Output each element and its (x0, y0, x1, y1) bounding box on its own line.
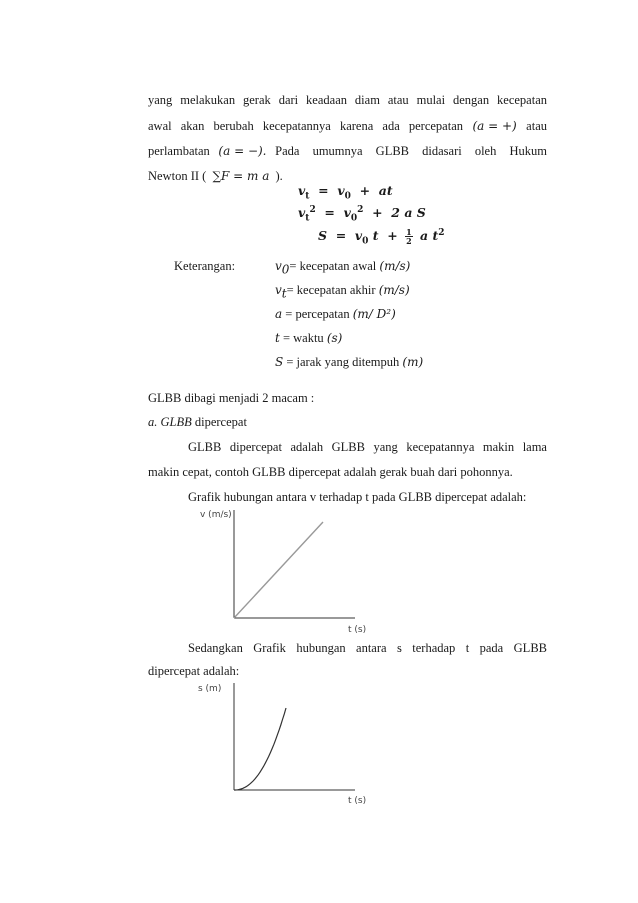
unit: (m/ D²) (352, 307, 396, 321)
unit: (m) (402, 355, 424, 369)
graph-s-t-ylabel: s (m) (198, 684, 222, 694)
intro-line-2-end: atau (526, 119, 547, 133)
symbol: a (275, 307, 283, 321)
section-heading: GLBB dibagi menjadi 2 macam : (148, 391, 315, 405)
para2-line-1: Sedangkan Grafik hubungan antara s terhadap t pada GLBB (188, 641, 547, 655)
graph-v-t (190, 500, 390, 640)
intro-line-2-text: awal akan berubah kecepatannya karena ada percepatan (148, 119, 463, 133)
fraction-numerator: 1 (406, 227, 412, 238)
para1-line-1: GLBB dipercepat adalah GLBB yang kecepatannya makin lama (188, 440, 547, 454)
keterangan-item-s (275, 354, 423, 370)
equation-1: $v_t = v_0$ + at (298, 183, 393, 202)
intro-line-2 (148, 118, 547, 134)
fraction-denominator: 2 (406, 236, 412, 247)
unit: (s) (326, 331, 343, 345)
symbol: t (275, 331, 280, 345)
intro-line-3-math: (a = −). (218, 144, 267, 158)
symbol: S (275, 355, 284, 369)
graph-s-t-xlabel: t (s) (348, 796, 367, 806)
intro-line-4-end: ). (275, 169, 283, 183)
desc: = kecepatan awal (289, 259, 377, 273)
intro-line-3-end: Pada umumnya GLBB didasari oleh Hukum (275, 144, 547, 158)
desc: = waktu (279, 331, 324, 345)
unit: (m/s) (378, 283, 410, 297)
desc: = percepatan (282, 307, 350, 321)
keterangan-item-t (275, 330, 342, 346)
symbol: v (275, 283, 282, 297)
keterangan-item-a (275, 306, 396, 322)
intro-line-4-math: ∑F = m a (212, 169, 270, 183)
unit: (m/s) (379, 259, 411, 273)
fraction-half (405, 228, 413, 245)
symbol-sub: 0 (281, 262, 290, 277)
intro-line-1: yang melakukan gerak dari keadaan diam atau mulai dengan kecepatan (148, 93, 547, 107)
subsection-a-prefix: a. (148, 415, 158, 429)
intro-line-4-text: Newton II ( (148, 169, 207, 183)
intro-line-3-text: perlambatan (148, 144, 210, 158)
intro-line-2-math: (a = +) (472, 119, 517, 133)
keterangan-item-vt (275, 282, 410, 302)
intro-line-3 (148, 143, 547, 159)
para2-line-2: dipercepat adalah: (148, 664, 240, 678)
subsection-a (148, 414, 247, 430)
keterangan-label: Keterangan: (174, 259, 236, 273)
desc: = jarak yang ditempuh (283, 355, 400, 369)
graph-s-t (190, 675, 390, 815)
symbol-sub: t (281, 286, 287, 301)
graph-v-t-xlabel: t (s) (348, 625, 367, 635)
desc: = kecepatan akhir (286, 283, 376, 297)
keterangan-item-v0 (275, 258, 410, 278)
intro-line-4 (148, 168, 283, 184)
symbol: v (275, 259, 282, 273)
equation-2: $v_t^2 = v_0^2 + 2$ a S (298, 205, 426, 224)
para1-line-2: makin cepat, contoh GLBB dipercepat adalah gerak buah dari pohonnya. (148, 465, 513, 479)
subsection-a-italic: GLBB (160, 415, 192, 429)
graph-s-t-series-curve (234, 708, 286, 790)
graph1-caption: Grafik hubungan antara v terhadap t pada GLBB dipercepat adalah: (188, 490, 527, 504)
graph-v-t-series-line (234, 522, 323, 618)
equation-3: $S = v_0$ t + $\frac{1}{2}$ a $t^2$ (318, 227, 445, 247)
subsection-a-rest: dipercepat (194, 415, 247, 429)
graph-v-t-ylabel: v (m/s) (200, 510, 232, 520)
